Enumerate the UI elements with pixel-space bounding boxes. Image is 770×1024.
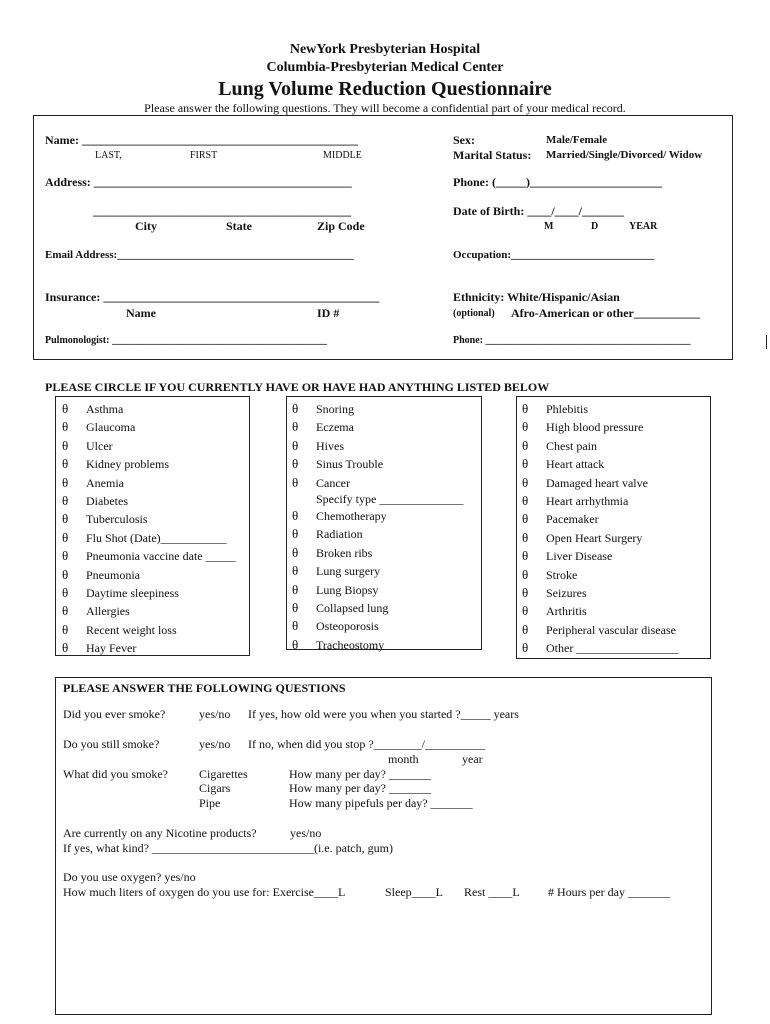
circle-option-icon[interactable]: θ [522,621,529,637]
circle-option-icon[interactable]: θ [522,566,529,582]
email-field[interactable]: Email Address:___________________________________________ [45,249,354,261]
oxygen-rest-field[interactable]: Rest ____L [464,885,520,899]
condition-label: Broken ribs [316,545,373,560]
condition-item[interactable] [292,636,478,654]
q-ever-smoke-age-field[interactable]: If yes, how old were you when you started ?_____ years [248,707,519,721]
year-caption: year [462,752,483,766]
circle-option-icon[interactable]: θ [522,419,529,435]
q-oxygen[interactable]: Do you use oxygen? yes/no [63,870,196,884]
pipefuls-per-day-field[interactable]: How many pipefuls per day? _______ [289,796,473,810]
condition-label: Damaged heart valve [546,475,648,490]
condition-item[interactable] [292,581,478,599]
phone-field[interactable]: Phone: (_____)______________________ [453,175,662,189]
condition-item[interactable] [62,510,247,528]
condition-label: Recent weight loss [86,622,177,637]
circle-option-icon[interactable]: θ [292,419,299,435]
zip-caption: Zip Code [317,219,365,233]
condition-label: Chest pain [546,438,597,453]
condition-item[interactable] [292,544,478,562]
condition-item[interactable] [522,418,708,436]
condition-label: Hives [316,438,344,453]
ethnicity-more-options[interactable]: Afro-American or other___________ [511,306,700,320]
page-title: Lung Volume Reduction Questionnaire [218,78,552,100]
condition-label: Seizures [546,585,587,600]
first-name-caption: FIRST [190,150,218,161]
condition-item[interactable] [522,492,708,510]
conditions-col3-list [522,400,708,657]
middle-name-caption: MIDDLE [323,150,362,161]
circle-option-icon[interactable]: θ [62,492,69,508]
condition-label: Sinus Trouble [316,457,384,472]
condition-item[interactable] [522,547,708,565]
ethnicity-optional: (optional) [453,308,495,319]
condition-label: Collapsed lung [316,600,389,615]
margin-mark [766,335,767,349]
cigarettes-per-day-field[interactable]: How many per day? _______ [289,767,431,781]
nicotine-kind-field[interactable]: If yes, what kind? ___________________________(i.e. patch, gum) [63,841,393,855]
condition-item[interactable] [62,400,247,418]
condition-label: Tracheostomy [316,637,385,652]
condition-label: Pneumonia [86,567,140,582]
condition-item[interactable] [62,455,247,473]
condition-item[interactable] [522,639,708,657]
q-ever-smoke: Did you ever smoke? [63,707,166,721]
condition-label: Lung surgery [316,564,381,579]
condition-label: Tuberculosis [86,512,148,527]
conditions-heading: PLEASE CIRCLE IF YOU CURRENTLY HAVE OR HAVE HAD ANYTHING LISTED BELOW [45,380,550,394]
circle-option-icon[interactable]: θ [292,474,299,490]
circle-option-icon[interactable]: θ [292,563,299,579]
insurance-field[interactable]: Insurance: ______________________________________________ [45,290,380,304]
condition-label: Flu Shot (Date)___________ [86,530,227,545]
circle-option-icon[interactable]: θ [62,548,69,564]
condition-item[interactable] [292,455,478,473]
circle-option-icon[interactable]: θ [522,456,529,472]
dob-day-caption: D [591,221,599,232]
name-field[interactable]: Name: ______________________________________________ [45,133,358,147]
circle-option-icon[interactable]: θ [62,474,69,490]
condition-label: Eczema [316,420,354,435]
hospital-name: NewYork Presbyterian Hospital [289,42,481,57]
condition-item[interactable] [522,584,708,602]
condition-item[interactable] [522,474,708,492]
conditions-col1-list [62,400,247,657]
q-still-smoke: Do you still smoke? [63,737,160,751]
circle-option-icon[interactable]: θ [62,529,69,545]
condition-label: Diabetes [86,493,128,508]
condition-label: Anemia [86,475,124,490]
option-pipe[interactable]: Pipe [199,796,221,810]
circle-option-icon[interactable]: θ [522,511,529,527]
condition-item[interactable] [62,584,247,602]
condition-label: Asthma [86,402,124,416]
circle-option-icon[interactable]: θ [522,603,529,619]
condition-label: Lung Biopsy [316,582,379,597]
condition-label: Stroke [546,567,578,582]
condition-item[interactable] [292,400,478,418]
circle-option-icon[interactable]: θ [522,401,529,416]
condition-item[interactable] [522,621,708,639]
circle-option-icon[interactable]: θ [62,621,69,637]
circle-option-icon[interactable]: θ [522,640,529,656]
circle-option-icon[interactable]: θ [62,511,69,527]
state-caption: State [226,219,252,233]
condition-item[interactable] [292,617,478,635]
condition-item[interactable] [522,510,708,528]
month-caption: month [388,752,419,766]
circle-option-icon[interactable]: θ [62,456,69,472]
circle-option-icon[interactable]: θ [292,507,299,523]
city-caption: City [135,219,157,233]
dob-month-caption: M [544,221,554,232]
circle-option-icon[interactable]: θ [522,437,529,453]
condition-label: Daytime sleepiness [86,585,179,600]
condition-item[interactable] [292,507,478,525]
condition-label: Snoring [316,402,355,416]
circle-option-icon[interactable]: θ [292,581,299,597]
circle-option-icon[interactable]: θ [292,636,299,652]
address-line2-field[interactable]: ___________________________________________ [93,204,351,218]
q-nicotine-answer[interactable]: yes/no [290,826,322,840]
q-stop-date-field[interactable]: If no, when did you stop ?________/__________ [248,737,485,751]
instructions: Please answer the following questions. They will become a confidential part of your medical record. [144,101,626,115]
condition-label: Pacemaker [546,512,599,527]
circle-option-icon[interactable]: θ [522,584,529,600]
circle-option-icon[interactable]: θ [62,603,69,619]
condition-label: Hay Fever [86,641,137,656]
condition-item[interactable] [522,455,708,473]
insurance-name-caption: Name [126,306,156,320]
last-name-caption: LAST, [95,150,122,161]
condition-item[interactable] [522,437,708,455]
sex-label: Sex: [453,133,475,147]
condition-label: Arthritis [546,604,587,619]
cancer-specify-field[interactable]: Specify type ______________ [316,491,464,506]
condition-item[interactable] [522,529,708,547]
condition-item[interactable] [62,547,247,565]
condition-item[interactable] [62,621,247,639]
condition-label: Liver Disease [546,549,613,564]
condition-item[interactable] [522,400,708,418]
cigars-per-day-field[interactable]: How many per day? _______ [289,781,431,795]
condition-label: High blood pressure [546,420,644,435]
condition-label: Chemotherapy [316,508,387,523]
circle-option-icon[interactable]: θ [522,474,529,490]
condition-item[interactable] [522,566,708,584]
oxygen-exercise-field[interactable]: How much liters of oxygen do you use for: Exercise____L [63,885,346,899]
condition-item[interactable] [62,474,247,492]
sex-options[interactable]: Male/Female [546,134,608,146]
circle-option-icon[interactable]: θ [292,599,299,615]
condition-label: Cancer [316,475,350,490]
condition-label: Peripheral vascular disease [546,622,676,637]
option-cigarettes[interactable]: Cigarettes [199,767,248,781]
condition-label: Heart attack [546,457,605,472]
address-field[interactable]: Address: ___________________________________________ [45,175,352,189]
condition-item[interactable] [292,474,478,507]
conditions-col2-list [292,400,478,654]
condition-item[interactable] [522,602,708,620]
q-what-smoke: What did you smoke? [63,767,168,781]
circle-option-icon[interactable]: θ [522,529,529,545]
medical-center-name: Columbia-Presbyterian Medical Center [266,60,504,75]
condition-item[interactable] [292,525,478,543]
condition-label: Glaucoma [86,420,136,435]
occupation-field[interactable]: Occupation:__________________________ [453,249,655,261]
circle-option-icon[interactable]: θ [522,548,529,564]
circle-option-icon[interactable]: θ [62,584,69,600]
pulmonologist-field[interactable]: Pulmonologist: ___________________________________________ [45,335,327,346]
condition-label: Radiation [316,527,363,542]
condition-label: Phlebitis [546,402,589,416]
questions-heading: PLEASE ANSWER THE FOLLOWING QUESTIONS [63,681,346,695]
condition-label: Pneumonia vaccine date _____ [86,549,236,564]
condition-label: Kidney problems [86,457,169,472]
circle-option-icon[interactable]: θ [62,640,69,656]
oxygen-sleep-field[interactable]: Sleep____L [385,885,443,899]
condition-label: Other _________________ [546,641,679,656]
condition-item[interactable] [292,418,478,436]
circle-option-icon[interactable]: θ [62,419,69,435]
circle-option-icon[interactable]: θ [292,456,299,472]
dob-field[interactable]: Date of Birth: ____/____/_______ [453,204,624,218]
q-ever-smoke-answer[interactable]: yes/no [199,707,231,721]
insurance-id-caption: ID # [317,306,340,320]
condition-item[interactable] [62,639,247,657]
circle-option-icon[interactable]: θ [292,437,299,453]
circle-option-icon[interactable]: θ [62,401,69,416]
condition-item[interactable] [62,418,247,436]
marital-status-options[interactable]: Married/Single/Divorced/ Widow [546,149,703,161]
circle-option-icon[interactable]: θ [62,566,69,582]
condition-item[interactable] [62,437,247,455]
marital-status-label: Marital Status: [453,148,532,162]
condition-item[interactable] [62,566,247,584]
condition-label: Ulcer [86,438,113,453]
condition-item[interactable] [62,602,247,620]
condition-label: Osteoporosis [316,619,379,634]
condition-item[interactable] [292,437,478,455]
q-still-smoke-answer[interactable]: yes/no [199,737,231,751]
circle-option-icon[interactable]: θ [522,492,529,508]
condition-item[interactable] [292,562,478,580]
option-cigars[interactable]: Cigars [199,781,231,795]
circle-option-icon[interactable]: θ [62,437,69,453]
condition-label: Open Heart Surgery [546,530,643,545]
q-nicotine: Are currently on any Nicotine products? [63,826,257,840]
ethnicity-field[interactable]: Ethnicity: White/Hispanic/Asian [453,290,620,304]
condition-item[interactable] [292,599,478,617]
circle-option-icon[interactable]: θ [292,401,299,416]
circle-option-icon[interactable]: θ [292,526,299,542]
circle-option-icon[interactable]: θ [292,544,299,560]
condition-item[interactable] [62,529,247,547]
condition-item[interactable] [62,492,247,510]
dob-year-caption: YEAR [629,221,658,232]
oxygen-hours-field[interactable]: # Hours per day _______ [548,885,670,899]
condition-label: Heart arrhythmia [546,493,629,508]
pulmonologist-phone-field[interactable]: Phone: _________________________________________ [453,335,691,346]
condition-label: Allergies [86,604,130,619]
circle-option-icon[interactable]: θ [292,618,299,634]
